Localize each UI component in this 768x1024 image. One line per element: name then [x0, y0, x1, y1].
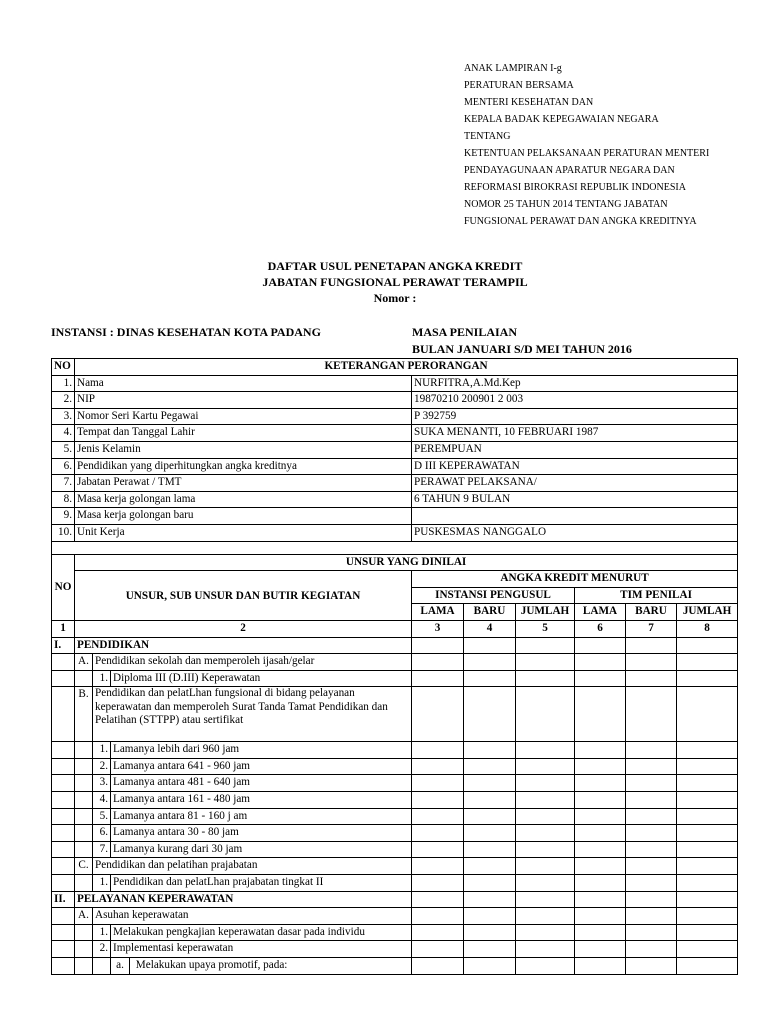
subsection-row [52, 654, 738, 671]
item-number: 4. [93, 792, 111, 809]
jumlah-header: JUMLAH [516, 604, 575, 621]
field-value: NURFITRA,A.Md.Kep [412, 375, 738, 392]
item-label: Lamanya antara 81 - 160 j am [111, 808, 412, 825]
lama-header: LAMA [575, 604, 626, 621]
subsection-row [52, 908, 738, 925]
field-label: Nomor Seri Kartu Pegawai [75, 408, 412, 425]
item-label: Diploma III (D.III) Keperawatan [111, 670, 412, 687]
subsection-letter: B. [75, 687, 93, 742]
row-number: 8. [52, 491, 75, 508]
field-value: 19870210 200901 2 003 [412, 392, 738, 409]
subsection-row [52, 687, 738, 742]
subsection-label: Pendidikan sekolah dan memperoleh ijasah/gelar [93, 654, 412, 671]
item-label: Lamanya antara 30 - 80 jam [111, 825, 412, 842]
item-number: 1. [93, 670, 111, 687]
subsection-letter: C. [75, 858, 93, 875]
field-label: Tempat dan Tanggal Lahir [75, 425, 412, 442]
row-number: 9. [52, 508, 75, 525]
item-row [52, 670, 738, 687]
personal-row [52, 475, 738, 492]
personal-row [52, 441, 738, 458]
tim-penilai-header: TIM PENILAI [575, 587, 738, 604]
item-number: 1. [93, 875, 111, 892]
item-label: Lamanya antara 481 - 640 jam [111, 775, 412, 792]
subsection-label: Pendidikan dan pelatihan prajabatan [93, 858, 412, 875]
jumlah-header: JUMLAH [677, 604, 738, 621]
item-row [52, 742, 738, 759]
masa-label: MASA PENILAIAN [412, 325, 518, 339]
row-number: 1. [52, 375, 75, 392]
section-row [52, 891, 738, 908]
row-number: 7. [52, 475, 75, 492]
sub-item-letter: a. [111, 958, 130, 974]
field-value: SUKA MENANTI, 10 FEBRUARI 1987 [412, 425, 738, 442]
assessment-period [412, 324, 632, 358]
item-number: 6. [93, 825, 111, 842]
personal-row [52, 392, 738, 409]
item-row [52, 758, 738, 775]
assessment-header-row [52, 571, 738, 588]
attachment-line: KETENTUAN PELAKSANAAN PERATURAN MENTERI [464, 148, 710, 159]
baru-header: BARU [464, 604, 516, 621]
sub-item-label: Melakukan upaya promotif, pada: [135, 959, 288, 971]
section-row [52, 637, 738, 654]
item-number: 1. [93, 924, 111, 941]
subsection-letter: A. [75, 908, 93, 925]
subsection-row [52, 858, 738, 875]
field-label: Pendidikan yang diperhitungkan angka kreditnya [75, 458, 412, 475]
column-number: 7 [626, 620, 677, 637]
item-number: 5. [93, 808, 111, 825]
item-label: Lamanya antara 161 - 480 jam [111, 792, 412, 809]
item-number: 2. [93, 758, 111, 775]
item-row [52, 808, 738, 825]
attachment-line: FUNGSIONAL PERAWAT DAN ANGKA KREDITNYA [464, 216, 697, 227]
no-header: NO [52, 554, 75, 620]
field-label: Masa kerja golongan lama [75, 491, 412, 508]
section-number: I. [52, 637, 75, 654]
field-value: D III KEPERAWATAN [412, 458, 738, 475]
field-label: NIP [75, 392, 412, 409]
item-number: 2. [93, 941, 111, 958]
personal-row [52, 425, 738, 442]
item-row [52, 941, 738, 958]
row-number: 2. [52, 392, 75, 409]
section-label: PELAYANAN KEPERAWATAN [75, 891, 412, 908]
personal-row [52, 408, 738, 425]
title-line-2: JABATAN FUNGSIONAL PERAWAT TERAMPIL [262, 275, 528, 289]
spacer-row [52, 541, 738, 554]
no-header: NO [52, 359, 75, 376]
field-value: 6 TAHUN 9 BULAN [412, 491, 738, 508]
row-number: 4. [52, 425, 75, 442]
item-row [52, 775, 738, 792]
section-number: II. [52, 891, 75, 908]
field-label: Masa kerja golongan baru [75, 508, 412, 525]
row-number: 5. [52, 441, 75, 458]
row-number: 10. [52, 524, 75, 541]
field-label: Unit Kerja [75, 524, 412, 541]
column-number: 6 [575, 620, 626, 637]
field-value: PERAWAT PELAKSANA/ [412, 475, 738, 492]
subsection-label: Pendidikan dan pelatLhan fungsional di bidang pelayanan keperawatan dan memperoleh Surat Tanda Tamat Pendidikan dan Pelatihan (STTPP) atau sertifikat [93, 687, 412, 742]
title-number: Nomor : [373, 291, 417, 305]
subsection-label: Asuhan keperawatan [93, 908, 412, 925]
item-row [52, 958, 738, 975]
personal-section-header: KETERANGAN PERORANGAN [75, 359, 738, 376]
item-number: 7. [93, 841, 111, 858]
column-number: 8 [677, 620, 738, 637]
column-number-row [52, 620, 738, 637]
item-label: Lamanya lebih dari 960 jam [111, 742, 412, 759]
item-row [52, 841, 738, 858]
attachment-line: TENTANG [464, 131, 511, 142]
attachment-line: NOMOR 25 TAHUN 2014 TENTANG JABATAN [464, 199, 668, 210]
title-line-1: DAFTAR USUL PENETAPAN ANGKA KREDIT [267, 259, 523, 273]
attachment-line: KEPALA BADAK KEPEGAWAIAN NEGARA [464, 114, 659, 125]
item-label: Lamanya kurang dari 30 jam [111, 841, 412, 858]
instansi-pengusul-header: INSTANSI PENGUSUL [412, 587, 575, 604]
field-value [412, 508, 738, 525]
column-number: 4 [464, 620, 516, 637]
section-label: PENDIDIKAN [75, 637, 412, 654]
subsection-letter: A. [75, 654, 93, 671]
column-number: 1 [52, 620, 75, 637]
assessment-header-row [52, 554, 738, 571]
row-number: 6. [52, 458, 75, 475]
angka-kredit-header: ANGKA KREDIT MENURUT [412, 571, 738, 588]
attachment-line: PERATURAN BERSAMA [464, 80, 574, 91]
baru-header: BARU [626, 604, 677, 621]
column-number: 5 [516, 620, 575, 637]
field-label: Jabatan Perawat / TMT [75, 475, 412, 492]
field-value: P 392759 [412, 408, 738, 425]
item-label: Lamanya antara 641 - 960 jam [111, 758, 412, 775]
item-row [52, 792, 738, 809]
personal-row [52, 524, 738, 541]
field-label: Nama [75, 375, 412, 392]
item-row [52, 825, 738, 842]
column-number: 3 [412, 620, 464, 637]
item-row [52, 924, 738, 941]
instansi-label: INSTANSI : DINAS KESEHATAN KOTA PADANG [51, 325, 321, 339]
credit-proposal-table [51, 358, 738, 975]
personal-row [52, 458, 738, 475]
field-label: Jenis Kelamin [75, 441, 412, 458]
field-value: PEREMPUAN [412, 441, 738, 458]
spacer-cell [52, 541, 738, 554]
attachment-line: ANAK LAMPIRAN I-g [464, 63, 562, 74]
personal-header-row [52, 359, 738, 376]
item-label: Melakukan pengkajian keperawatan dasar pada individu [111, 924, 412, 941]
unsur-title: UNSUR YANG DINILAI [75, 554, 738, 571]
item-label: Pendidikan dan pelatLhan prajabatan tingkat II [111, 875, 412, 892]
column-number: 2 [75, 620, 412, 637]
personal-row [52, 491, 738, 508]
attachment-line: REFORMASI BIROKRASI REPUBLIK INDONESIA [464, 182, 686, 193]
field-value: PUSKESMAS NANGGALO [412, 524, 738, 541]
item-number: 3. [93, 775, 111, 792]
unsur-header: UNSUR, SUB UNSUR DAN BUTIR KEGIATAN [75, 571, 412, 621]
sub-item-cell [111, 958, 412, 975]
attachment-reference [464, 60, 709, 230]
personal-row [52, 375, 738, 392]
masa-period: BULAN JANUARI S/D MEI TAHUN 2016 [412, 342, 632, 356]
document-title [0, 258, 768, 306]
item-label: Implementasi keperawatan [111, 941, 412, 958]
lama-header: LAMA [412, 604, 464, 621]
attachment-line: PENDAYAGUNAAN APARATUR NEGARA DAN [464, 165, 675, 176]
personal-row [52, 508, 738, 525]
attachment-line: MENTERI KESEHATAN DAN [464, 97, 594, 108]
item-row [52, 875, 738, 892]
row-number: 3. [52, 408, 75, 425]
item-number: 1. [93, 742, 111, 759]
